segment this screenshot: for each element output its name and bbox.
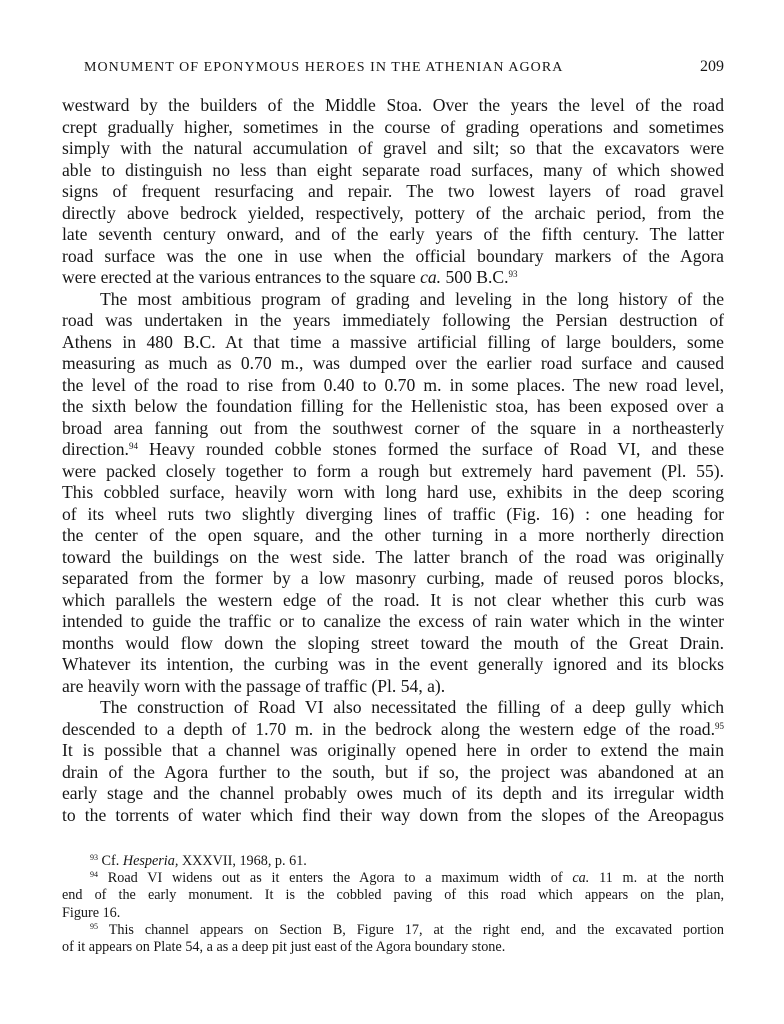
text-line: toward the buildings on the west side. The latter branch of the road was originally <box>62 546 724 567</box>
italic-term: ca. <box>572 870 590 887</box>
text-line: early stage and the channel probably owes much of its depth and its irregular width <box>62 783 724 803</box>
text-line: The construction of Road VI also necessitated the filling of a deep gully which <box>100 697 724 717</box>
footnote-ref-94[interactable]: 94 <box>128 441 138 451</box>
text-line: simply with the natural accumulation of gravel and silt; so that the excavators were <box>62 138 724 158</box>
text-line: the center of the open square, and the other turning in a more northerly direction <box>62 525 724 545</box>
text-fragment: 11 m. at the north <box>589 870 724 887</box>
text-line: signs of frequent resurfacing and repair. The two lowest layers of road gravel <box>62 181 724 201</box>
text-fragment: Heavy rounded cobble stones formed the surface of Road VI, and these <box>137 439 724 459</box>
text-line: road was undertaken in the years immediately following the Persian destruction of <box>62 310 724 330</box>
footnote-94 <box>62 870 724 887</box>
text-line: the sixth below the foundation filling for the Hellenistic stoa, has been exposed over a <box>62 396 724 416</box>
footnote-ref-95[interactable]: 95 <box>715 720 724 731</box>
footnote-number: 93 <box>90 853 98 862</box>
text-line <box>62 439 724 461</box>
text-line: westward by the builders of the Middle Stoa. Over the years the level of the road <box>62 95 724 115</box>
text-line: broad area fanning out from the southwest corner of the square in a northeasterly <box>62 417 724 438</box>
footnote-line: of it appears on Plate 54, a as a deep pit just east of the Agora boundary stone. <box>62 938 506 955</box>
running-title: MONUMENT OF EPONYMOUS HEROES IN THE ATHENIAN AGORA <box>84 60 564 75</box>
text-line: able to distinguish no less than eight separate road surfaces, many of which showed <box>62 159 724 180</box>
text-fragment: direction. <box>62 439 129 459</box>
text-fragment: 500 B.C. <box>441 267 509 287</box>
footnote-number: 94 <box>90 870 98 880</box>
text-line: This cobbled surface, heavily worn with long hard use, exhibits in the deep scoring <box>62 482 724 502</box>
text-line: which parallels the western edge of the road. It is not clear whether this curb was <box>62 589 724 610</box>
footnote-line: end of the early monument. It is the cobbled paving of this road which appears on the plan, <box>62 887 724 904</box>
footnote-line: Figure 16. <box>62 904 121 921</box>
text-line: are heavily worn with the passage of traffic (Pl. 54, a). <box>62 675 446 696</box>
text-line: crept gradually higher, sometimes in the course of grading operations and sometimes <box>62 116 724 137</box>
text-line <box>62 719 724 741</box>
text-line: directly above bedrock yielded, respectively, pottery of the archaic period, from the <box>62 202 724 223</box>
italic-term: ca. <box>420 267 442 287</box>
text-fragment: were erected at the various entrances to the square <box>62 267 416 287</box>
running-head <box>62 58 724 80</box>
text-fragment: Cf. <box>98 853 123 869</box>
footnote-ref-93[interactable]: 93 <box>508 269 518 279</box>
footnote-95 <box>62 922 724 939</box>
text-line: The most ambitious program of grading and leveling in the long history of the <box>100 288 724 309</box>
text-line: the level of the road to rise from 0.40 to 0.70 m. in some places. The new road level, <box>62 374 724 395</box>
footnotes <box>62 853 724 956</box>
text-line <box>62 267 724 289</box>
text-line: months would flow down the sloping street toward the mouth of the Great Drain. <box>62 632 724 653</box>
text-fragment: XXXVII, 1968, p. 61. <box>178 853 307 869</box>
text-line: measuring as much as 0.70 m., was dumped over the earlier road surface and caused <box>62 353 724 373</box>
body-text <box>62 95 724 826</box>
text-line: road surface was the one in use when the official boundary markers of the Agora <box>62 245 724 266</box>
text-line: Whatever its intention, the curbing was in the event generally ignored and its blocks <box>62 654 724 674</box>
page-number: 209 <box>700 58 724 75</box>
text-line: to the torrents of water which find their way down from the slopes of the Areopagus <box>62 804 724 825</box>
footnote-number: 95 <box>90 921 98 931</box>
journal-title: Hesperia, <box>122 853 179 869</box>
text-line: It is possible that a channel was originally opened here in order to extend the main <box>62 740 724 760</box>
text-fragment: This channel appears on Section B, Figure 17, at the right end, and the excavated portion <box>98 921 724 938</box>
text-fragment: Road VI widens out as it enters the Agora to a maximum width of <box>98 870 573 887</box>
text-line: intended to guide the traffic or to canalize the excess of rain water which in the winter <box>62 611 724 631</box>
footnote-93 <box>62 853 724 870</box>
text-line: late seventh century onward, and of the early years of the fifth century. The latter <box>62 224 724 244</box>
text-line: separated from the former by a low masonry curbing, made of reused poros blocks, <box>62 568 724 588</box>
text-line: Athens in 480 B.C. At that time a massive artificial filling of large boulders, some <box>62 331 724 352</box>
text-fragment: descended to a depth of 1.70 m. in the bedrock along the western edge of the road. <box>62 718 715 739</box>
text-line: were packed closely together to form a rough but extremely hard pavement (Pl. 55). <box>62 460 724 481</box>
text-line: drain of the Agora further to the south, but if so, the project was abandoned at an <box>62 761 724 782</box>
text-line: of its wheel ruts two slightly diverging lines of traffic (Fig. 16) : one heading for <box>62 503 724 524</box>
